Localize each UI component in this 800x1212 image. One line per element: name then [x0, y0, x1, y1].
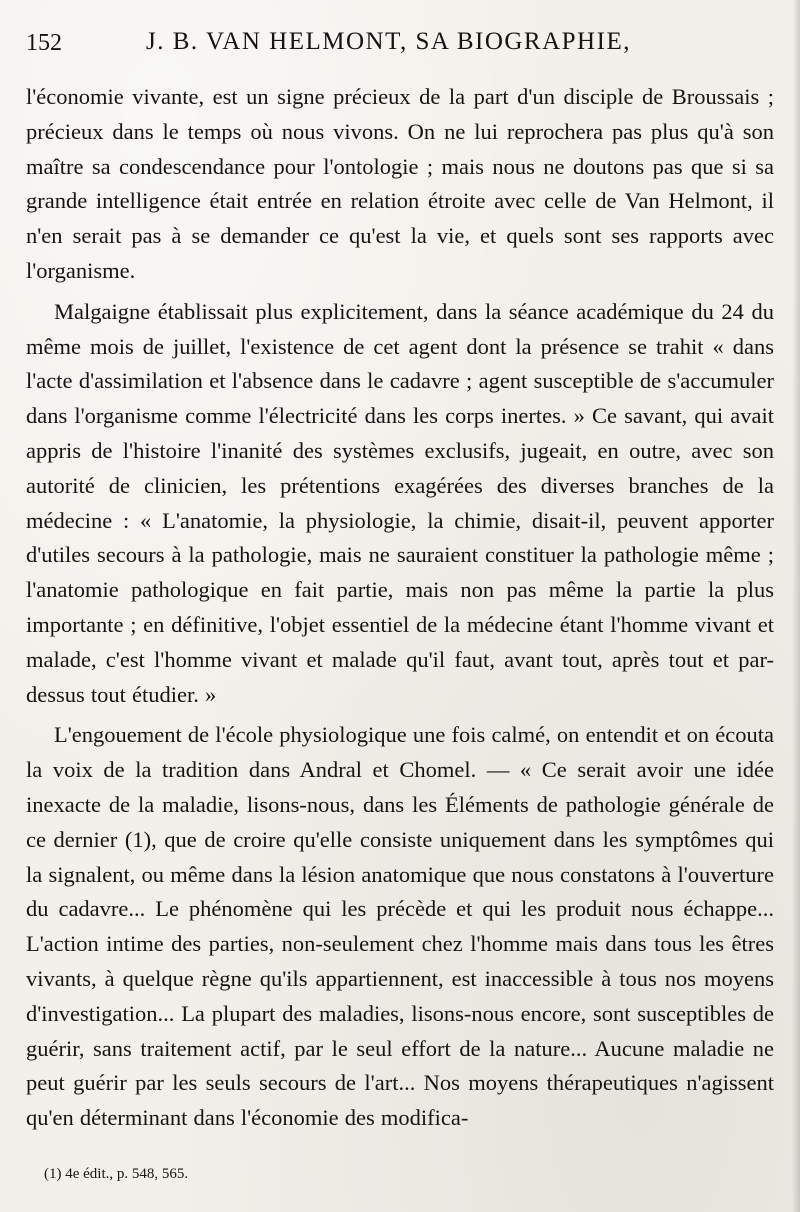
running-head: J. B. VAN HELMONT, SA BIOGRAPHIE,	[146, 28, 631, 55]
page-number: 152	[26, 30, 62, 56]
paragraph-3: L'engouement de l'école physiologique une fois calmé, on entendit et on écouta la voix de la tradition dans Andral et Chomel. — « Ce serait avoir une idée inexacte de la maladie, lisons-nous, dans les Éléments de pathologie générale de ce dernier (1), que de croire qu'elle consiste uniquement dans les symptômes qui la signalent, ou même dans la lésion anatomique que nous constatons à l'ouverture du cadavre... Le phénomène qui les précède et qui les produit nous échappe... L'action intime des parties, non-seulement chez l'homme mais dans tous les êtres vivants, à quelque règne qu'ils appartiennent, est inaccessible à tous nos moyens d'investigation... La plupart des maladies, lisons-nous encore, sont susceptibles de guérir, sans traitement actif, par le seul effort de la nature... Aucune maladie ne peut guérir par les seuls secours de l'art... Nos moyens thérapeutiques n'agissent qu'en déterminant dans l'économie des modifica-	[26, 722, 774, 1131]
page-header	[26, 24, 778, 64]
body-text	[26, 80, 774, 1142]
paragraph-1: l'économie vivante, est un signe précieux de la part d'un disciple de Broussais ; précieux dans le temps où nous vivons. On ne lui reprochera pas plus qu'à son maître sa condescendance pour l'ontologie ; mais nous ne doutons pas que si sa grande intelligence était entrée en relation étroite avec celle de Van Helmont, il n'en serait pas à se demander ce qu'est la vie, et quels sont ses rapports avec l'organisme.	[26, 84, 774, 283]
paragraph-2: Malgaigne établissait plus explicitement, dans la séance académique du 24 du même mois de juillet, l'existence de cet agent dont la présence se trahit « dans l'acte d'assimilation et l'absence dans le cadavre ; agent susceptible de s'accumuler dans l'organisme comme l'électricité dans les corps inertes. » Ce savant, qui avait appris de l'histoire l'inanité des systèmes exclusifs, jugeait, en outre, avec son autorité de clinicien, les prétentions exagérées des diverses branches de la médecine : « L'anatomie, la physiologie, la chimie, disait-il, peuvent apporter d'utiles secours à la pathologie, mais ne sauraient constituer la pathologie même ; l'anatomie pathologique en fait partie, mais non pas même la partie la plus importante ; en définitive, l'objet essentiel de la médecine étant l'homme vivant et malade, c'est l'homme vivant et malade qu'il faut, avant tout, après tout et par-dessus tout étudier. »	[26, 298, 774, 707]
page-edge-shadow	[792, 0, 800, 1212]
footnote: (1) 4e édit., p. 548, 565.	[44, 1166, 189, 1182]
